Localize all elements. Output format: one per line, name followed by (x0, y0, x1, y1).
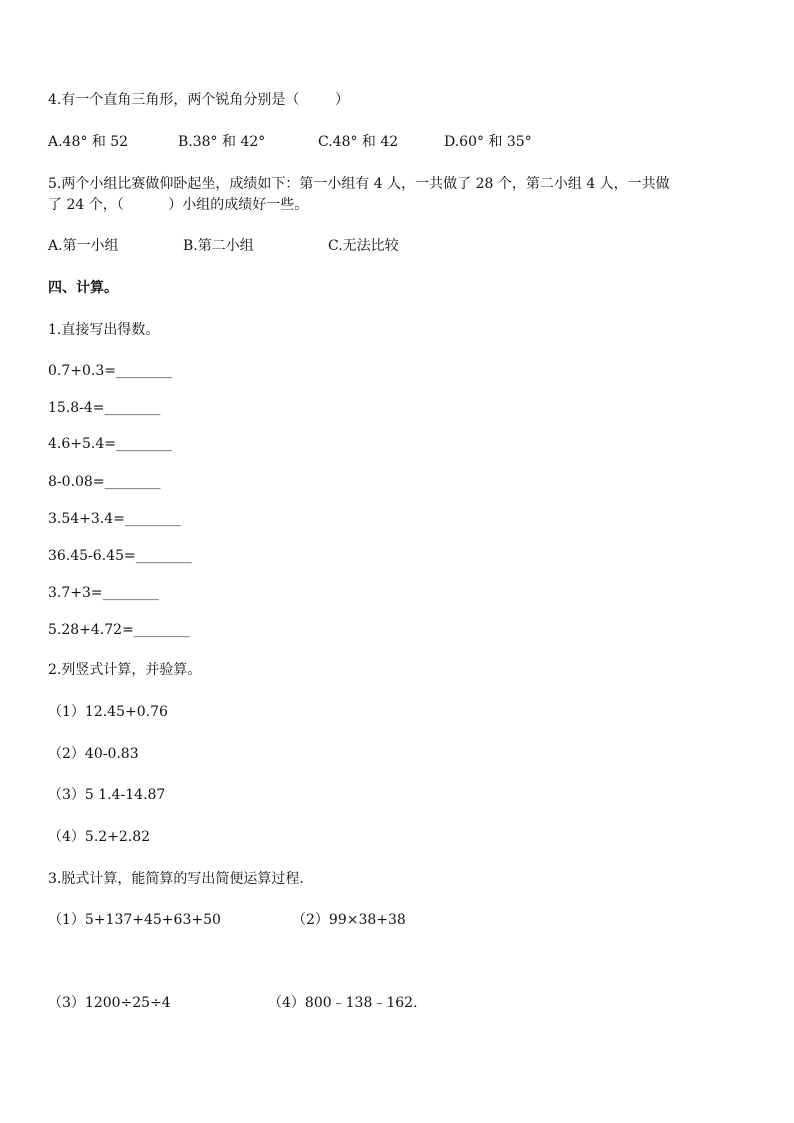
q5-option-c: C.无法比较 (328, 238, 399, 254)
q4-option-c: C.48° 和 42 (318, 134, 399, 150)
part2-item-1: （1）12.45+0.76 (48, 704, 168, 720)
part1-item-6: 36.45-6.45=________ (48, 548, 192, 564)
part3-item-3: （3）1200÷25÷4 (48, 995, 171, 1011)
part3-item-2: （2）99×38+38 (292, 912, 406, 928)
q4-stem: 4.有一个直角三角形，两个锐角分别是（ ） (48, 92, 349, 108)
part1-item-1: 0.7+0.3=________ (48, 363, 172, 379)
part1-item-8: 5.28+4.72=________ (48, 622, 190, 638)
part3-title: 3.脱式计算，能简算的写出简便运算过程. (48, 871, 304, 887)
part1-item-2: 15.8-4=________ (48, 400, 161, 416)
part1-item-5: 3.54+3.4=________ (48, 511, 181, 527)
q4-option-d: D.60° 和 35° (444, 134, 532, 150)
q5-option-b: B.第二小组 (183, 238, 254, 254)
part3-item-4: （4）800﹣138﹣162. (268, 995, 418, 1011)
section4-title: 四、计算。 (48, 280, 118, 296)
q5-stem-line2: 了 24 个，（ ）小组的成绩好一些。 (48, 197, 309, 213)
part2-item-4: （4）5.2+2.82 (48, 829, 151, 845)
q5-option-a: A.第一小组 (48, 238, 119, 254)
part1-title: 1.直接写出得数。 (48, 322, 160, 338)
q4-option-b: B.38° 和 42° (178, 134, 266, 150)
part2-item-3: （3）5 1.4-14.87 (48, 787, 166, 803)
part1-item-7: 3.7+3=________ (48, 585, 159, 601)
q4-option-a: A.48° 和 52 (48, 134, 129, 150)
part2-item-2: （2）40-0.83 (48, 746, 139, 762)
part1-item-3: 4.6+5.4=________ (48, 436, 172, 452)
part2-title: 2.列竖式计算，并验算。 (48, 662, 202, 678)
part1-item-4: 8-0.08=________ (48, 474, 161, 490)
part3-item-1: （1）5+137+45+63+50 (48, 912, 221, 928)
q5-stem-line1: 5.两个小组比赛做仰卧起坐，成绩如下：第一小组有 4 人，一共做了 28 个，第二小组 4 人，一共做 (48, 176, 670, 192)
